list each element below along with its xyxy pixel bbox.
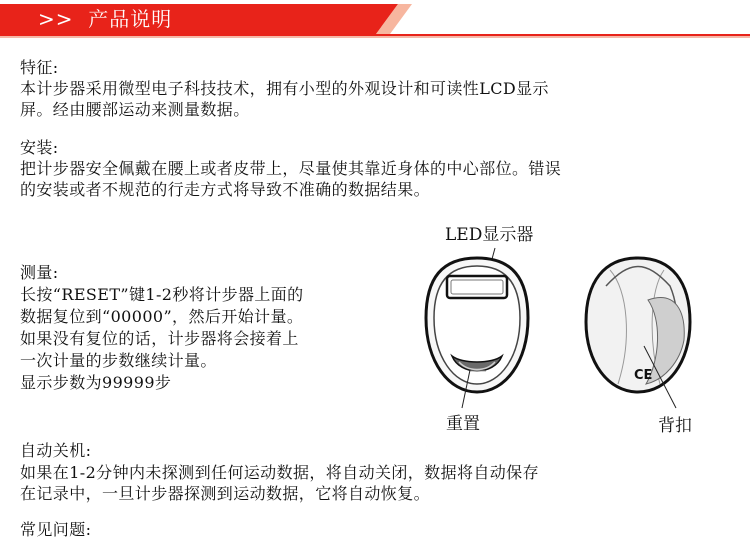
auto-off-line-1: 如果在1-2分钟内未探测到任何运动数据，将自动关闭，数据将自动保存 <box>20 463 539 482</box>
features-heading: 特征: <box>20 58 59 77</box>
measurement-line-2: 数据复位到“00000”，然后开始计量。 <box>20 307 304 326</box>
pedometer-front <box>426 258 528 392</box>
features-line-2: 屏。经由腰部运动来测量数据。 <box>20 100 250 119</box>
led-display-label: LED显示器 <box>445 225 534 245</box>
measurement-line-1: 长按“RESET”键1-2秒将计步器上面的 <box>20 285 304 304</box>
auto-off-heading: 自动关机: <box>20 441 92 460</box>
measurement-line-5: 显示步数为99999步 <box>20 373 172 392</box>
pedometer-back <box>586 258 690 392</box>
lcd-screen <box>447 276 507 298</box>
features-line-1: 本计步器采用微型电子科技技术，拥有小型的外观设计和可读性LCD显示 <box>20 79 549 98</box>
belt-clip-label: 背扣 <box>658 416 692 436</box>
measurement-heading: 测量: <box>20 263 59 282</box>
pedometer-diagram <box>420 244 710 416</box>
measurement-line-3: 如果没有复位的话，计步器将会接着上 <box>20 329 299 348</box>
auto-off-line-2: 在记录中，一旦计步器探测到运动数据，它将自动恢复。 <box>20 484 431 503</box>
ce-mark: CE <box>634 368 653 383</box>
installation-line-2: 的安装或者不规范的行走方式将导致不准确的数据结果。 <box>20 180 431 199</box>
faq-heading: 常见问题: <box>20 520 92 539</box>
measurement-line-4: 一次计量的步数继续计量。 <box>20 351 217 370</box>
installation-line-1: 把计步器安全佩戴在腰上或者皮带上，尽量使其靠近身体的中心部位。错误 <box>20 159 562 178</box>
installation-heading: 安装: <box>20 138 59 157</box>
page-title: >> 产品说明 <box>38 7 173 31</box>
reset-button-label: 重置 <box>446 414 480 434</box>
